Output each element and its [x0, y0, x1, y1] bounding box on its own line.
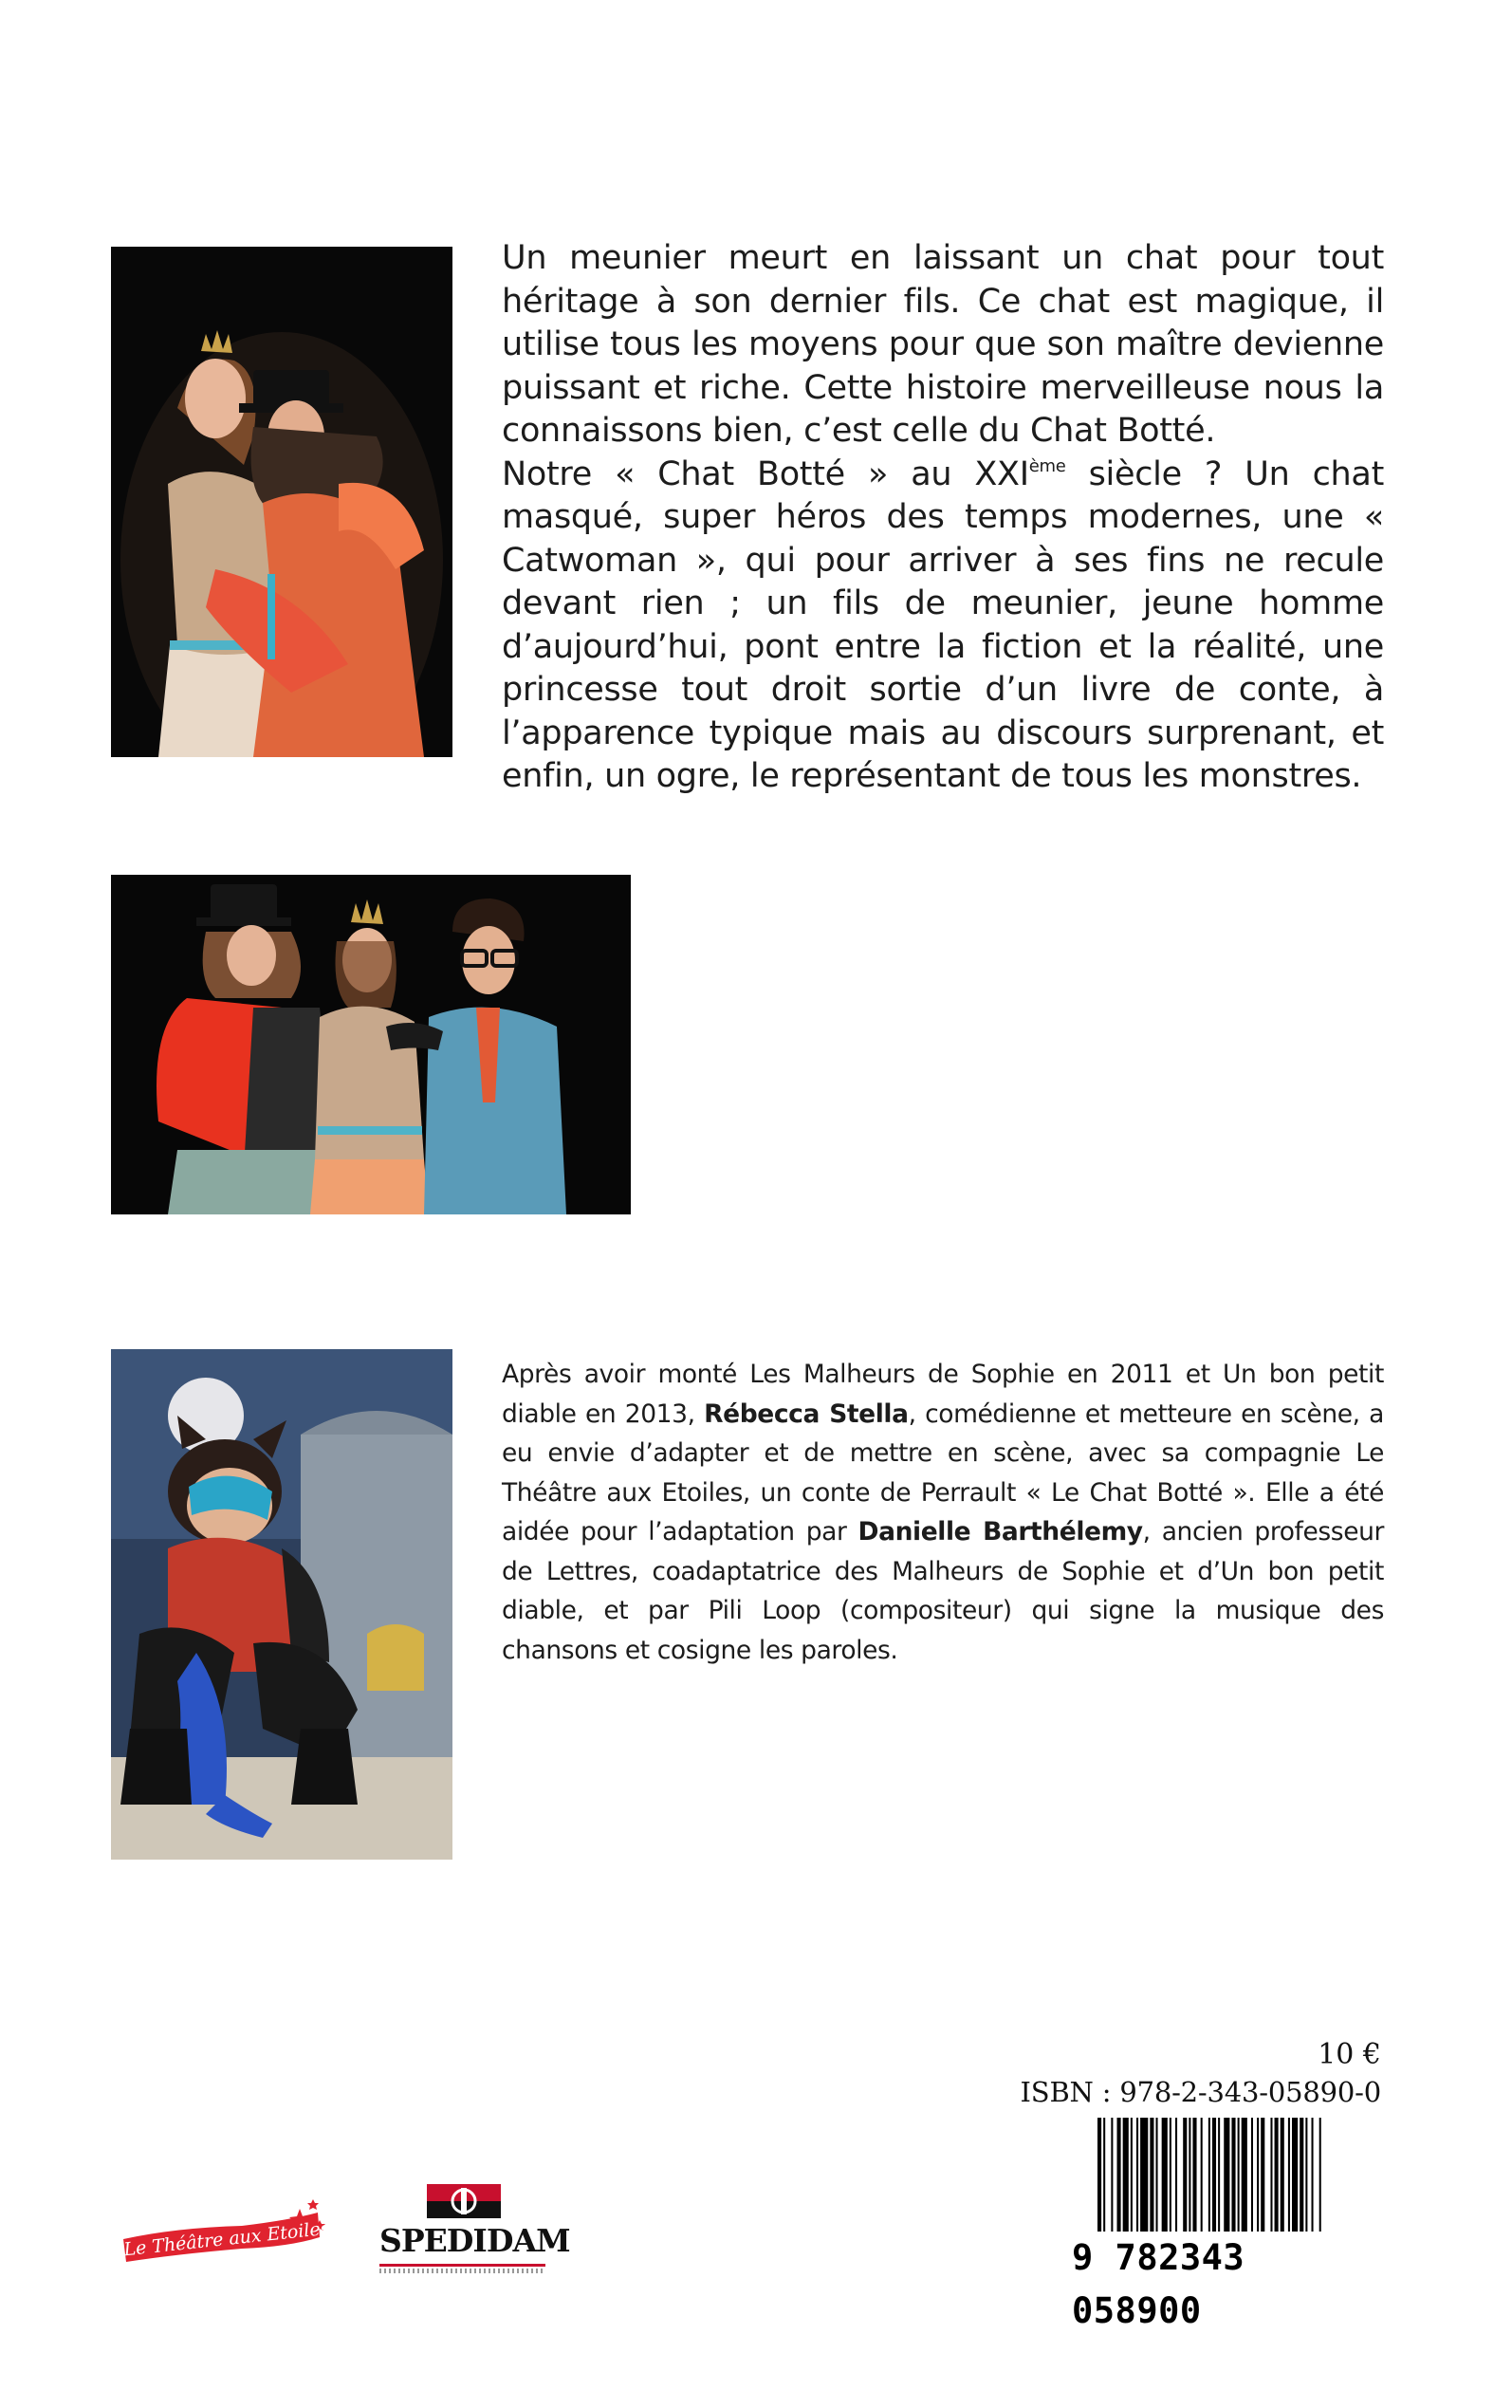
price-label: 10 € [1318, 2038, 1381, 2071]
barcode-digits: 9 782343 058900 [1072, 2232, 1385, 2285]
author-name-danielle: Danielle Barthélemy [857, 1517, 1143, 1547]
photo-cat-hero-crouching [111, 1349, 452, 1860]
spedidam-name: SPEDIDAM [379, 2222, 570, 2259]
isbn-label: ISBN : 978-2-343-05890-0 [1020, 2076, 1381, 2108]
spedidam-mark-icon [427, 2184, 501, 2218]
century-superscript: ème [1028, 455, 1066, 476]
author-name-rebecca: Rébecca Stella [704, 1398, 909, 1429]
spedidam-underline [379, 2264, 545, 2267]
theatre-logo-text: Le Théâtre aux Etoiles [122, 2217, 331, 2261]
synopsis-paragraph-1: Un meunier meurt en laissant un chat pour tout héritage à son dernier fils. Ce chat est magique, il utilise tous les moyens pour que son maître devienne puissant et riche. Cette histoire merveilleuse nous la connaissons bien, c’est celle du Chat Botté. [502, 239, 1384, 450]
author-bio: Après avoir monté Les Malheurs de Sophie en 2011 et Un bon petit diable en 2013, Rébecca Stella, comédienne et metteure en scène, a eu envie d’adapter et de mettre en scène, avec sa compagnie Le Théâtre aux Etoiles, un conte de Perrault « Le Chat Botté ». Elle a été aidée pour l’adaptation par Danielle Barthélemy, ancien professeur de Lettres, coadaptatrice des Malheurs de Sophie et d’Un bon petit diable, et par Pili Loop (compositeur) qui signe la musique des chansons et cosigne les paroles. [502, 1360, 1385, 1665]
synopsis-text [502, 237, 1384, 799]
photo-princess-and-cat [111, 247, 452, 757]
photo-three-characters [111, 875, 631, 1214]
spedidam-logo [379, 2184, 570, 2279]
synopsis-paragraph-2: Notre « Chat Botté » au XXIème siècle ? Un chat masqué, super héros des temps modernes, une « Catwoman », qui pour arriver à ses fins ne recule devant rien ; un fils de meunier, jeune homme d’aujourd’hui, pont entre la fiction et la réalité, une princesse tout droit sortie d’un livre de conte, à l’apparence typique mais au discours surprenant, et enfin, un ogre, le représentant de tous les monstres. [502, 454, 1384, 795]
spedidam-tagline-decoration [379, 2269, 545, 2273]
